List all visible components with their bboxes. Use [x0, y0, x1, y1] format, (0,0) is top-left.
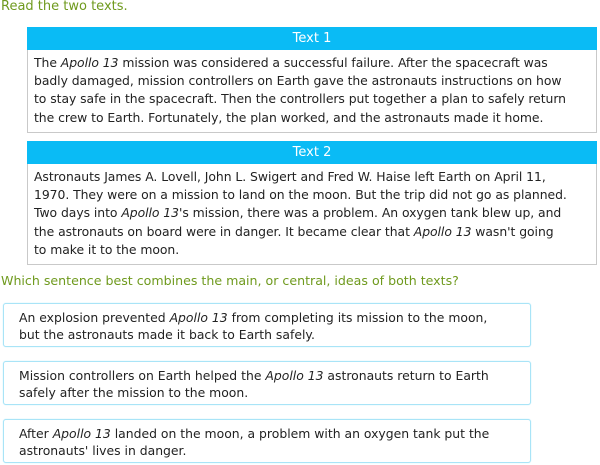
text-line: 1970. They were on a mission to land on the moon. But the trip did not go as planned. — [34, 187, 567, 203]
answer-option-3[interactable] — [3, 419, 531, 463]
italic-title: Apollo 13 — [60, 55, 119, 70]
text-line: safely after the mission to the moon. — [19, 385, 249, 400]
answer-option-text — [19, 367, 489, 401]
text-line: to stay safe in the spacecraft. Then the controllers put together a plan to safely return — [34, 91, 566, 107]
italic-title: Apollo 13 — [121, 205, 179, 221]
passage-body — [28, 50, 596, 132]
italic-title: Apollo 13 — [52, 426, 111, 441]
italic-title: Apollo 13 — [265, 368, 324, 383]
text-line: the crew to Earth. Fortunately, the plan worked, and the astronauts made it home. — [34, 109, 544, 125]
instruction-text: Read the two texts. — [1, 0, 128, 14]
passage-body — [28, 164, 596, 264]
text-line: An explosion prevented Apollo 13 from completing its mission to the moon, — [19, 310, 488, 325]
passage-title: Text 1 — [27, 27, 597, 50]
answer-option-text — [19, 425, 489, 459]
text-line: but the astronauts made it back to Earth safely. — [19, 327, 315, 342]
italic-title: Apollo 13 — [169, 310, 228, 325]
question-prompt: Which sentence best combines the main, or central, ideas of both texts? — [1, 273, 459, 288]
text-line: The Apollo 13 mission was considered a successful failure. After the spacecraft was — [34, 55, 548, 70]
text-line: astronauts' lives in danger. — [19, 443, 187, 458]
answer-option-text — [19, 309, 487, 343]
text-line: to make it to the moon. — [34, 241, 180, 257]
text-line: Two days into Apollo 13's mission, there was a problem. An oxygen tank blew up, and — [34, 205, 562, 221]
answer-option-1[interactable] — [3, 303, 531, 347]
answer-option-2[interactable] — [3, 361, 531, 405]
passage-text-1 — [27, 27, 597, 133]
text-line: badly damaged, mission controllers on Earth gave the astronauts instructions on how — [34, 73, 562, 89]
text-line: Mission controllers on Earth helped the Apollo 13 astronauts return to Earth — [19, 368, 489, 383]
text-line: After Apollo 13 landed on the moon, a problem with an oxygen tank put the — [19, 426, 490, 441]
passage-title: Text 2 — [27, 141, 597, 164]
text-line: the astronauts on board were in danger. It became clear that Apollo 13 wasn't going — [34, 223, 554, 239]
italic-title: Apollo 13 — [413, 223, 472, 239]
text-line: Astronauts James A. Lovell, John L. Swigert and Fred W. Haise left Earth on April 11, — [34, 169, 546, 184]
passage-text-2 — [27, 141, 597, 265]
